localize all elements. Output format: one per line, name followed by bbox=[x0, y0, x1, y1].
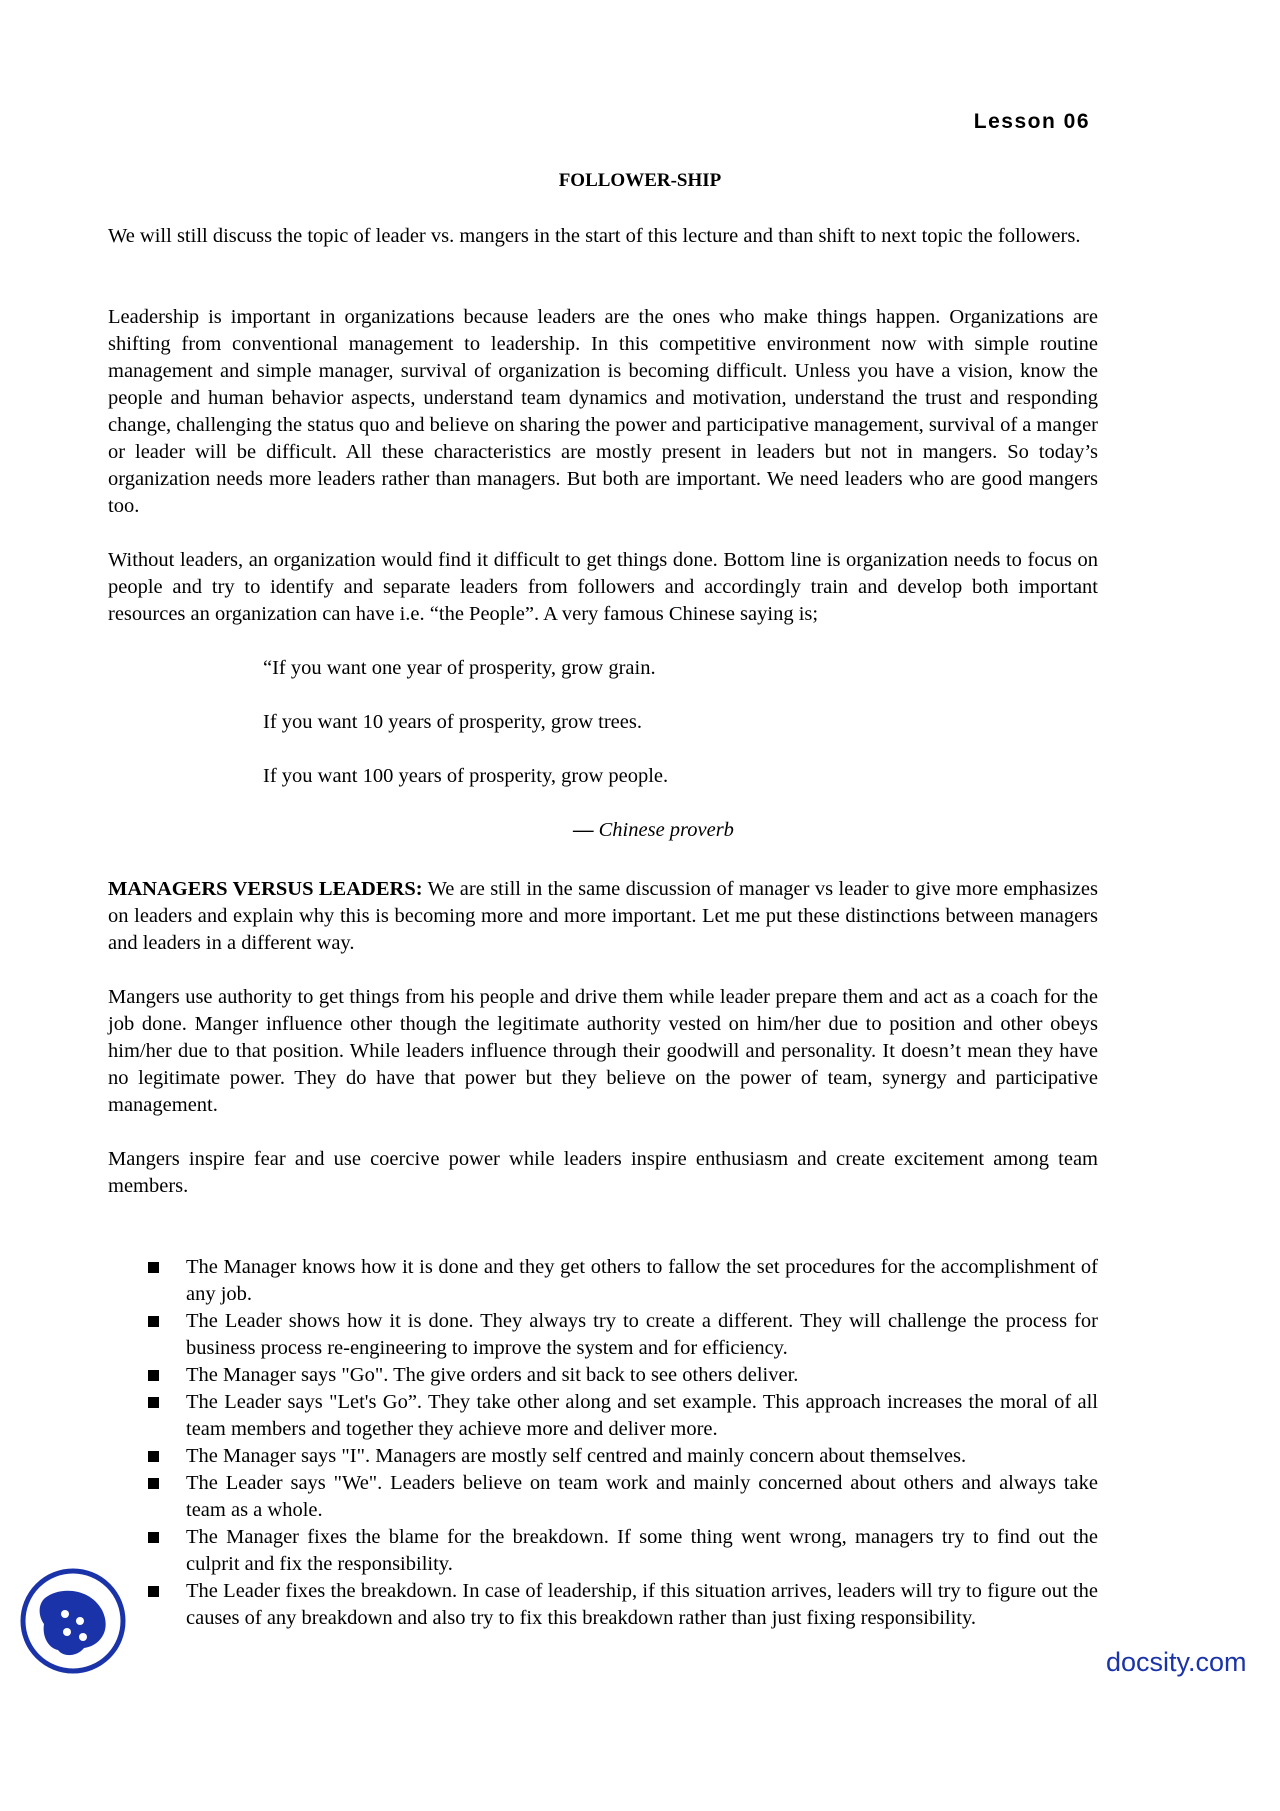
paragraph-managers-versus-leaders-text: We are still in the same discussion of manager vs leader to give more emphasizes on leaders and explain why this is becoming more and more important. Let me put these distinctions between managers and leaders in a different way. bbox=[108, 878, 1098, 954]
list-item bbox=[148, 1389, 1098, 1443]
list-item-text: The Manager says "I". Managers are mostly self centred and mainly concern about themselves. bbox=[186, 1445, 967, 1467]
square-bullet-icon bbox=[148, 1532, 159, 1543]
list-item bbox=[148, 1470, 1098, 1524]
list-item-text: The Manager knows how it is done and they get others to fallow the set procedures for the accomplishment of any job. bbox=[186, 1256, 1098, 1305]
section-heading-managers-versus-leaders: MANAGERS VERSUS LEADERS: bbox=[108, 878, 423, 900]
list-item-text: The Leader shows how it is done. They always try to create a different. They will challenge the process for business process re-engineering to improve the system and for efficiency. bbox=[186, 1310, 1098, 1359]
paragraph-leadership-importance: Leadership is important in organizations because leaders are the ones who make things happen. Organizations are shifting from conventional management to leadership. In this competitive environment now with simple routine management and simple manager, survival of organization is becoming difficult. Unless you have a vision, know the people and human behavior aspects, understand team dynamics and motivation, understand the trust and responding change, challenging the status quo and believe on sharing the power and participative management, survival of a manger or leader will be difficult. All these characteristics are mostly present in leaders but not in mangers. So today’s organization needs more leaders rather than managers. But both are important. We need leaders who are good mangers too. bbox=[108, 306, 1098, 517]
list-item bbox=[148, 1524, 1098, 1578]
quote-line-2: If you want 10 years of prosperity, grow trees. bbox=[263, 711, 642, 733]
docsity-logo-icon bbox=[20, 1568, 126, 1674]
square-bullet-icon bbox=[148, 1451, 159, 1462]
square-bullet-icon bbox=[148, 1316, 159, 1327]
paragraph-without-leaders: Without leaders, an organization would find it difficult to get things done. Bottom line is organization needs to focus on people and try to identify and separate leaders from followers and accordingly train and develop both important resources an organization can have i.e. “the People”. A very famous Chinese saying is; bbox=[108, 549, 1098, 625]
square-bullet-icon bbox=[148, 1478, 159, 1489]
quote-attribution bbox=[573, 817, 734, 844]
list-item bbox=[148, 1443, 1098, 1470]
paragraph-authority: Mangers use authority to get things from his people and drive them while leader prepare them and act as a coach for the job done. Manger influence other though the legitimate authority vested on him/her due to position and other obeys him/her due to that position. While leaders influence through their goodwill and personality. It doesn’t mean they have no legitimate power. They do have that power but they believe on the power of team, synergy and participative management. bbox=[108, 986, 1098, 1116]
manager-leader-bullet-list bbox=[148, 1254, 1098, 1632]
list-item bbox=[148, 1308, 1098, 1362]
list-item bbox=[148, 1578, 1098, 1632]
list-item-text: The Manager fixes the blame for the breakdown. If some thing went wrong, managers try to find out the culprit and fix the responsibility. bbox=[186, 1526, 1098, 1575]
list-item-text: The Leader says "Let's Go”. They take other along and set example. This approach increases the moral of all team members and together they achieve more and deliver more. bbox=[186, 1391, 1098, 1440]
list-item-text: The Leader says "We". Leaders believe on team work and mainly concerned about others and always take team as a whole. bbox=[186, 1472, 1098, 1521]
list-item-text: The Manager says "Go". The give orders and sit back to see others deliver. bbox=[186, 1364, 799, 1386]
docsity-brand: docsity.com bbox=[1106, 1647, 1247, 1677]
attribution-source: Chinese proverb bbox=[598, 819, 734, 841]
page-title: FOLLOWER-SHIP bbox=[558, 170, 722, 191]
square-bullet-icon bbox=[148, 1586, 159, 1597]
paragraph-fear-vs-enthusiasm: Mangers inspire fear and use coercive power while leaders inspire enthusiasm and create excitement among team members. bbox=[108, 1148, 1098, 1197]
square-bullet-icon bbox=[148, 1262, 159, 1273]
quote-line-1: “If you want one year of prosperity, grow grain. bbox=[263, 657, 656, 679]
quote-line-3: If you want 100 years of prosperity, grow people. bbox=[263, 765, 669, 787]
attribution-dash: — bbox=[573, 819, 594, 841]
paragraph-managers-versus-leaders bbox=[108, 876, 1098, 957]
square-bullet-icon bbox=[148, 1397, 159, 1408]
list-item-text: The Leader fixes the breakdown. In case of leadership, if this situation arrives, leaders will try to figure out the causes of any breakdown and also try to fix this breakdown rather than just fixing responsibility. bbox=[186, 1580, 1098, 1629]
square-bullet-icon bbox=[148, 1370, 159, 1381]
paragraph-intro: We will still discuss the topic of leader vs. mangers in the start of this lecture and than shift to next topic the followers. bbox=[108, 225, 1081, 247]
lesson-number: Lesson 06 bbox=[973, 110, 1090, 133]
list-item bbox=[148, 1362, 1098, 1389]
list-item bbox=[148, 1254, 1098, 1308]
